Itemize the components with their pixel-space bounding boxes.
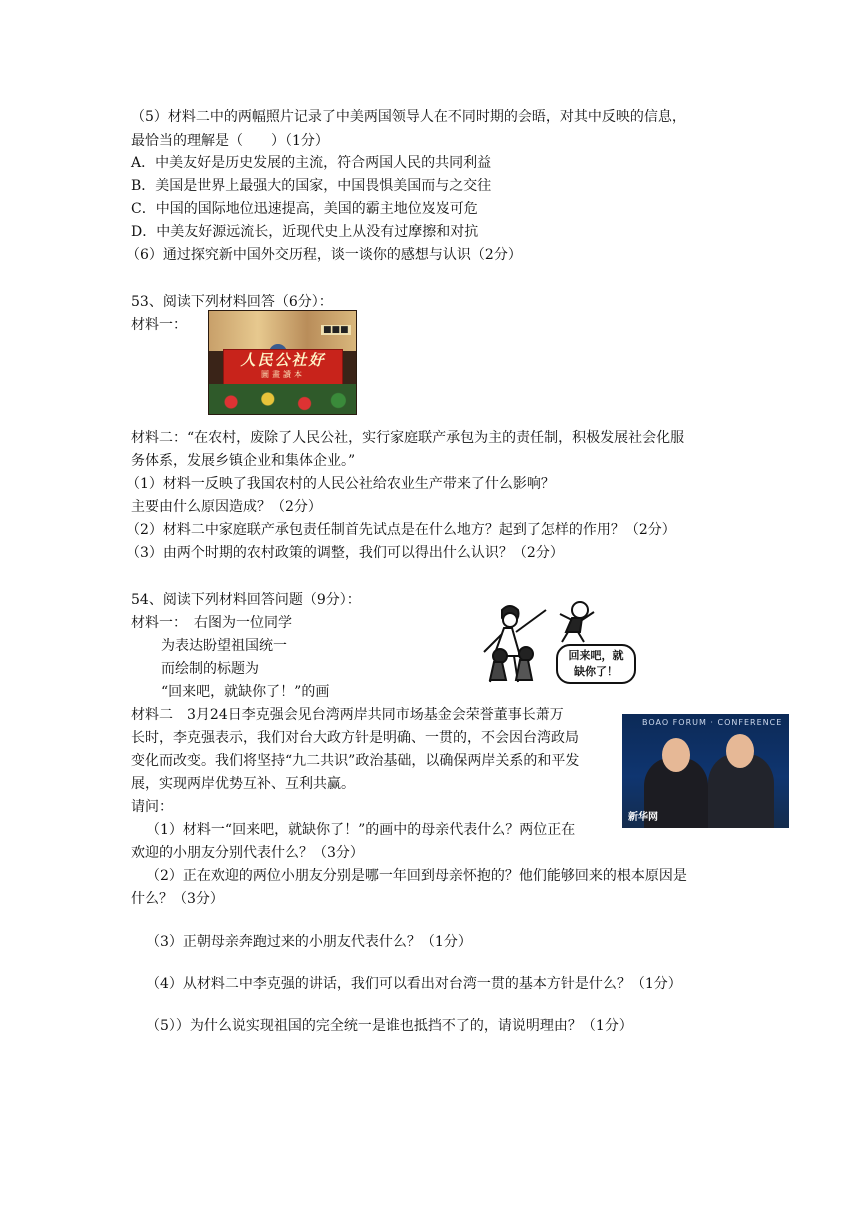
q54-m1-line3: 而绘制的标题为 — [161, 661, 259, 677]
q52-option-b: B．美国是世界上最强大的国家，中国畏惧美国而与之交往 — [131, 178, 492, 194]
poster-banner — [223, 349, 343, 387]
q53-material2-line2: 务体系，发展乡镇企业和集体企业。” — [131, 453, 356, 469]
q54-m1-line2: 为表达盼望祖国统一 — [161, 638, 287, 654]
photo-head-left — [662, 738, 690, 772]
q54-m2-line3: 变化而改变。我们将坚持“九二共识”政治基础，以确保两岸关系的和平发 — [131, 753, 580, 769]
q52-q5-line1: （5）材料二中的两幅照片记录了中美两国领导人在不同时期的会晤，对其中反映的信息， — [131, 109, 686, 125]
q53-q3: （3）由两个时期的农村政策的调整，我们可以得出什么认识？（2分） — [126, 545, 564, 561]
photo-watermark: 新华网 — [628, 812, 658, 823]
q52-option-c: C．中国的国际地位迅速提高，美国的霸主地位岌岌可危 — [131, 201, 478, 217]
q54-q2-line1: （2）正在欢迎的两位小朋友分别是哪一年回到母亲怀抱的？他们能够回来的根本原因是 — [146, 868, 687, 884]
q54-q5: （5））为什么说实现祖国的完全统一是谁也抵挡不了的，请说明理由？（1分） — [146, 1018, 633, 1034]
q52-option-a: A．中美友好是历史发展的主流，符合两国人民的共同利益 — [131, 155, 492, 171]
q54-m2-line1: 材料二 3月24日李克强会见台湾两岸共同市场基金会荣誉董事长萧万 — [131, 707, 564, 723]
q54-heading: 54、阅读下列材料回答问题（9分）： — [131, 592, 361, 608]
q54-q4: （4）从材料二中李克强的讲话，我们可以看出对台湾一贯的基本方针是什么？（1分） — [146, 976, 682, 992]
q54-m2-line2: 长时，李克强表示，我们对台大政方针是明确、一贯的，不会因台湾政局 — [131, 730, 579, 746]
q53-q2: （2）材料二中家庭联产承包责任制首先试点是在什么地方？起到了怎样的作用？（2分） — [126, 522, 676, 538]
q53-material2-line1: 材料二：“在农村，废除了人民公社，实行家庭联产承包为主的责任制，积极发展社会化服 — [131, 430, 685, 446]
q53-heading: 53、阅读下列材料回答（6分）： — [131, 294, 333, 310]
bubble-line2: 缺你了！ — [574, 665, 618, 678]
photo-backdrop-text: BOAO FORUM · CONFERENCE — [642, 718, 783, 727]
leaders-handshake-photo — [622, 714, 789, 828]
q54-ask: 请问： — [131, 799, 173, 815]
q53-q1-line1: （1）材料一反映了我国农村的人民公社给农业生产带来了什么影响？ — [126, 476, 555, 492]
q54-q1-line1: （1）材料一“回来吧，就缺你了！”的画中的母亲代表什么？两位正在 — [146, 822, 576, 838]
speech-bubble — [556, 644, 636, 684]
q54-q3: （3）正朝母亲奔跑过来的小朋友代表什么？（1分） — [146, 934, 472, 950]
q54-m1-line1: 材料一： 右图为一位同学 — [131, 615, 292, 631]
welcome-back-cartoon-image — [468, 598, 640, 694]
q54-m2-line4: 展，实现两岸优势互补、互利共赢。 — [131, 776, 355, 792]
poster-price-tag: ■■■ — [323, 325, 349, 335]
q54-m1-line4: “回来吧，就缺你了！”的画 — [161, 684, 330, 700]
q52-q5-line2: 最恰当的理解是（ ）（1分） — [131, 133, 329, 149]
photo-head-right — [726, 734, 754, 768]
poster-subtitle: 圖畫讀本 — [261, 370, 305, 379]
people-commune-poster-image — [208, 310, 357, 415]
poster-flowers — [209, 384, 356, 414]
q52-option-d: D．中美友好源远流长，近现代史上从没有过摩擦和对抗 — [131, 224, 479, 240]
q52-q6: （6）通过探究新中国外交历程，谈一谈你的感想与认识（2分） — [126, 247, 522, 263]
bubble-line1: 回来吧，就 — [568, 649, 624, 662]
poster-title: 人民公社好 — [240, 351, 326, 369]
q54-q1-line2: 欢迎的小朋友分别代表什么？（3分） — [131, 845, 364, 861]
q53-material1-label: 材料一： — [131, 317, 187, 333]
q53-q1-line2: 主要由什么原因造成？（2分） — [131, 499, 322, 515]
q54-q2-line2: 什么？（3分） — [131, 891, 224, 907]
